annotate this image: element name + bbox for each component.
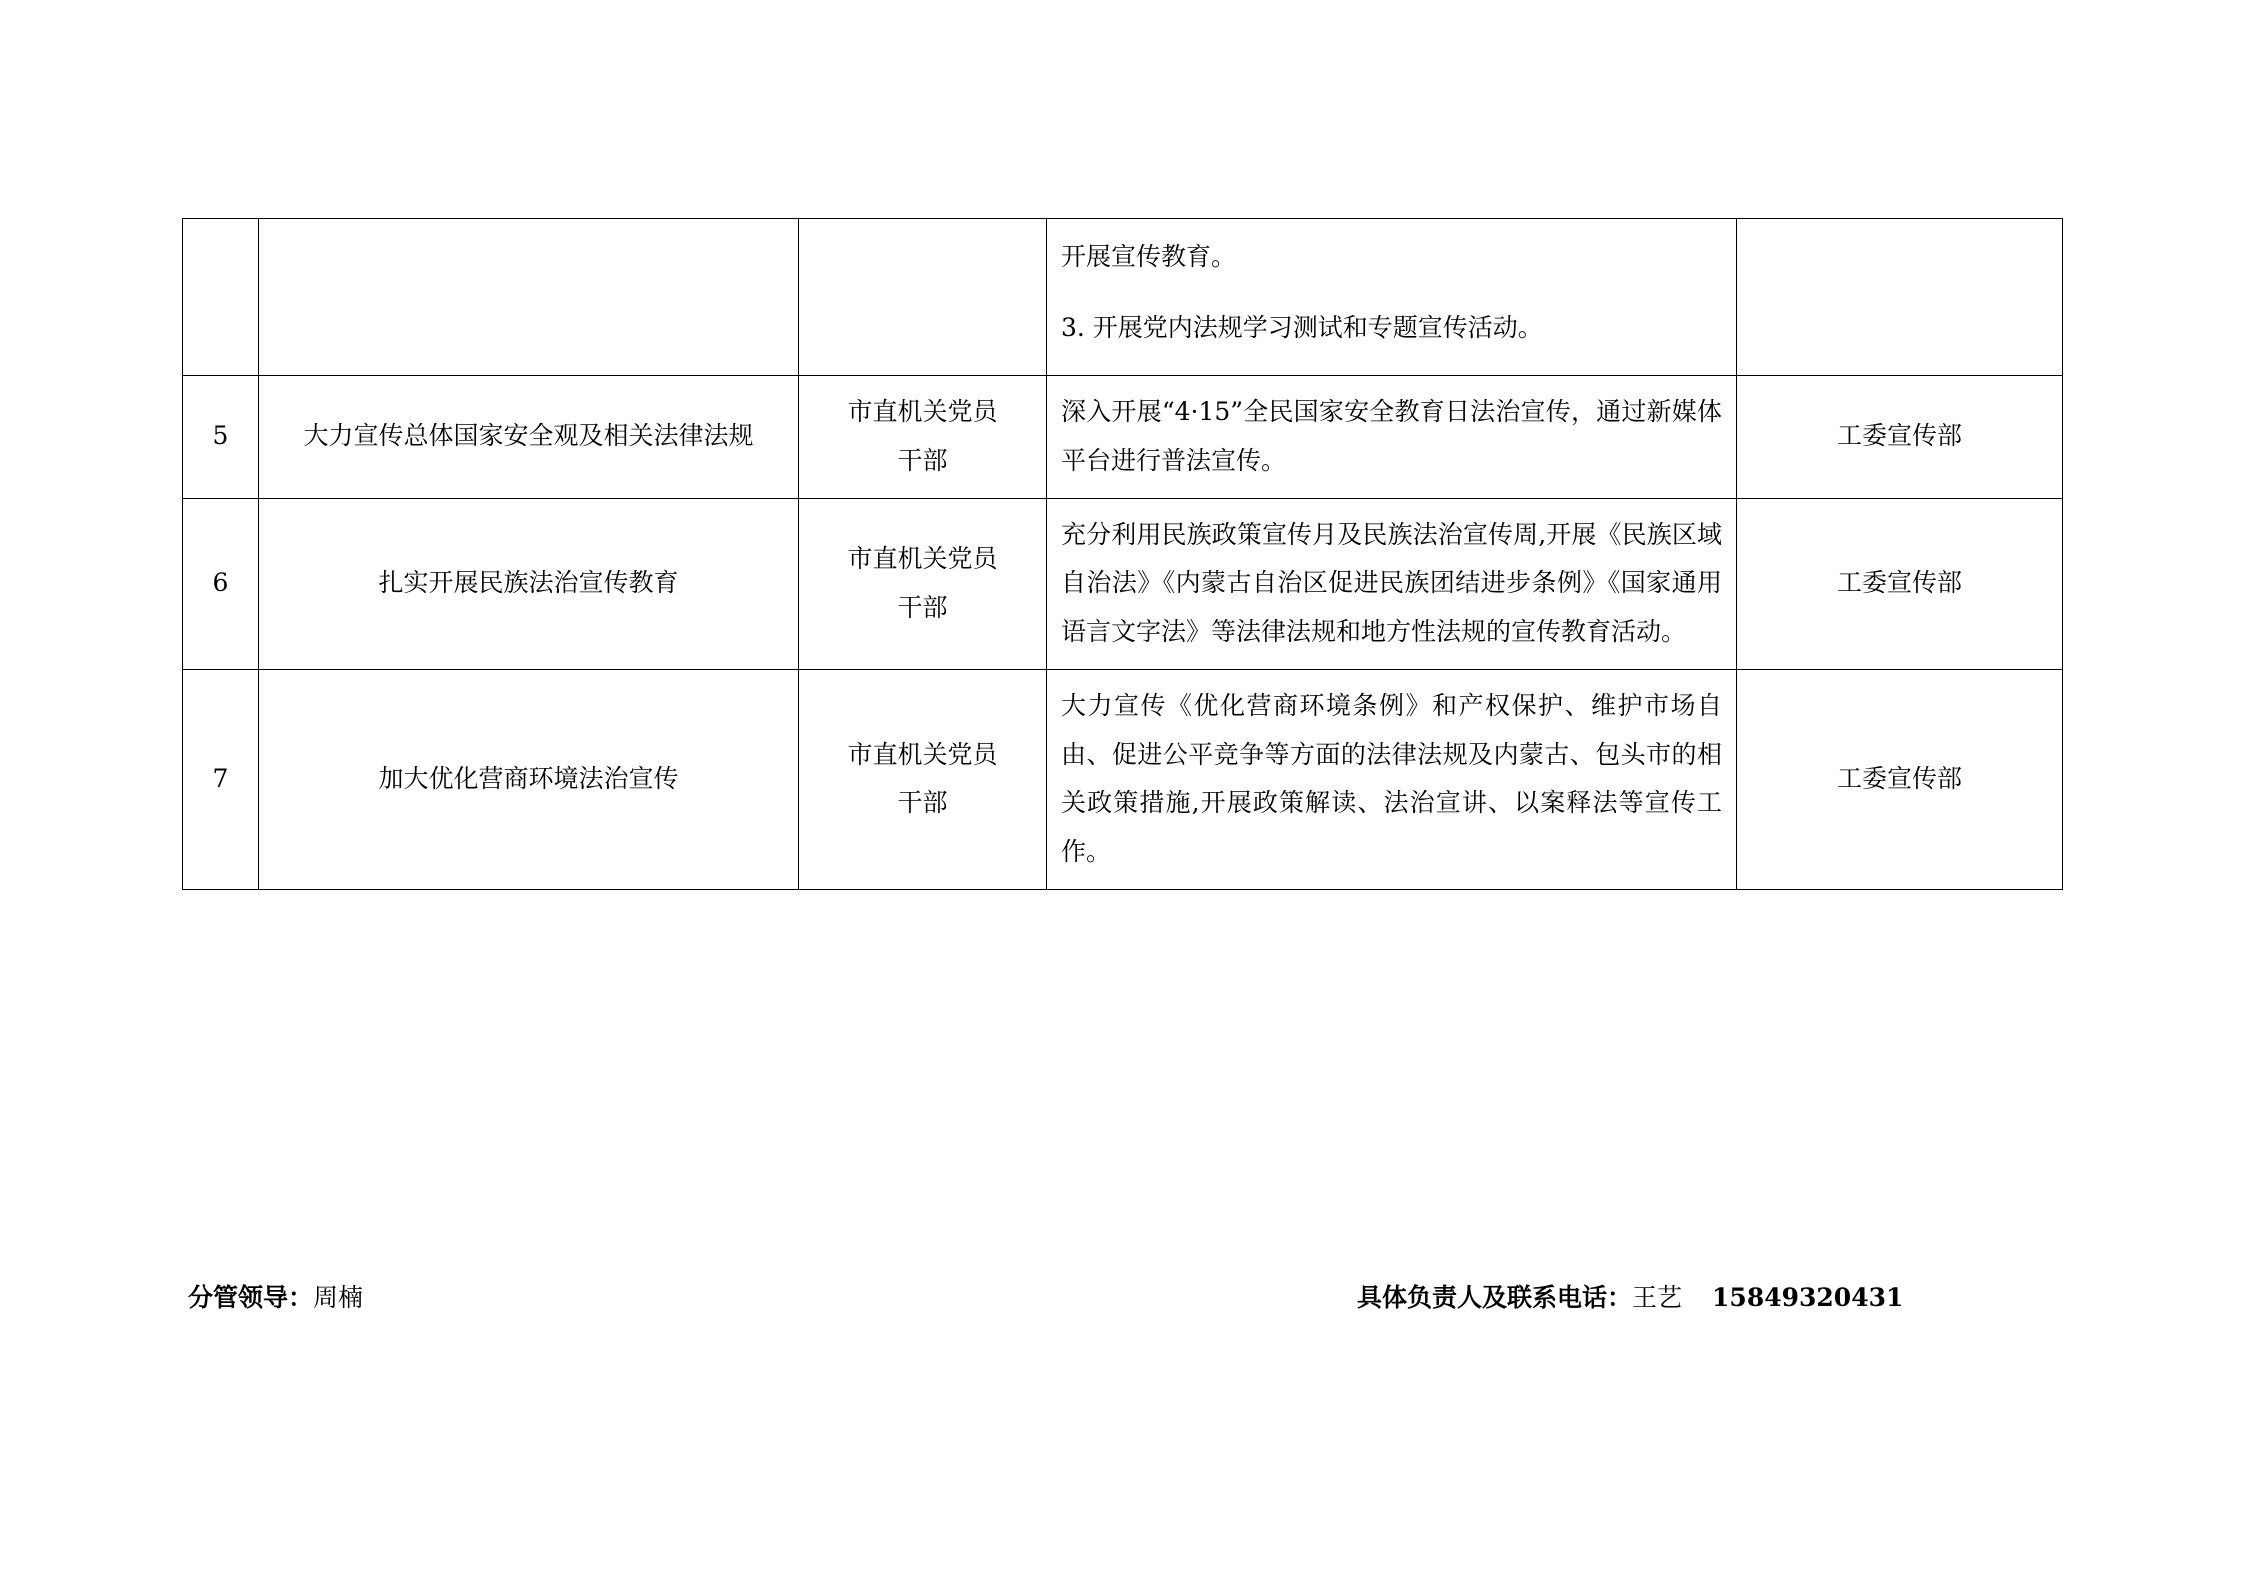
row-task-cell: 大力宣传总体国家安全观及相关法律法规 <box>259 376 799 499</box>
contact-label: 具体负责人及联系电话： <box>1357 1283 1633 1312</box>
target-line: 市直机关党员 <box>847 739 998 769</box>
target-line: 市直机关党员 <box>847 543 998 573</box>
contact-info <box>1357 1278 1903 1314</box>
row-measure-cell <box>1047 219 1737 376</box>
row-measure-cell <box>1047 669 1737 889</box>
supervisor-label: 分管领导： <box>188 1283 314 1312</box>
measure-paragraph: 大力宣传《优化营商环境条例》和产权保护、维护市场自由、促进公平竞争等方面的法律法规及内蒙古、包头市的相关政策措施,开展政策解读、法治宣讲、以案释法等宣传工作。 <box>1061 690 1722 866</box>
row-index-cell: 5 <box>183 376 259 499</box>
measure-paragraph: 开展宣传教育。 <box>1061 242 1237 271</box>
table-row <box>183 669 2063 889</box>
row-task-cell: 扎实开展民族法治宣传教育 <box>259 498 799 669</box>
supervisor-name: 周楠 <box>313 1283 364 1312</box>
target-line: 市直机关党员 <box>847 397 998 426</box>
row-index-cell <box>183 219 259 376</box>
row-target-cell <box>799 669 1047 889</box>
measure-paragraph: 充分利用民族政策宣传月及民族法治宣传周,开展《民族区域自治法》《内蒙古自治区促进民族团结进步条例》《国家通用语言文字法》等法律法规和地方性法规的宣传教育活动。 <box>1061 519 1722 646</box>
table-row <box>183 376 2063 499</box>
contact-phone: 15849320431 <box>1712 1283 1904 1312</box>
contact-name: 王艺 <box>1632 1283 1683 1312</box>
row-target-cell <box>799 498 1047 669</box>
row-owner-cell: 工委宣传部 <box>1737 376 2063 499</box>
target-line: 干部 <box>897 788 948 818</box>
row-owner-cell: 工委宣传部 <box>1737 498 2063 669</box>
measure-paragraph: 3. 开展党内法规学习测试和专题宣传活动。 <box>1061 312 1543 342</box>
row-target-cell <box>799 219 1047 376</box>
table-row <box>183 219 2063 376</box>
row-target-cell <box>799 376 1047 499</box>
row-index-cell: 7 <box>183 669 259 889</box>
row-owner-cell: 工委宣传部 <box>1737 669 2063 889</box>
target-line: 干部 <box>897 592 948 622</box>
row-measure-cell <box>1047 498 1737 669</box>
row-owner-cell <box>1737 219 2063 376</box>
measure-paragraph: 深入开展“4·15”全民国家安全教育日法治宣传，通过新媒体平台进行普法宣传。 <box>1061 397 1722 475</box>
supervisor-info <box>188 1278 363 1314</box>
row-measure-cell <box>1047 376 1737 499</box>
law-publicity-task-table <box>182 218 2063 890</box>
row-task-cell <box>259 219 799 376</box>
target-line: 干部 <box>897 445 948 475</box>
row-task-cell: 加大优化营商环境法治宣传 <box>259 669 799 889</box>
row-index-cell: 6 <box>183 498 259 669</box>
table-row <box>183 498 2063 669</box>
